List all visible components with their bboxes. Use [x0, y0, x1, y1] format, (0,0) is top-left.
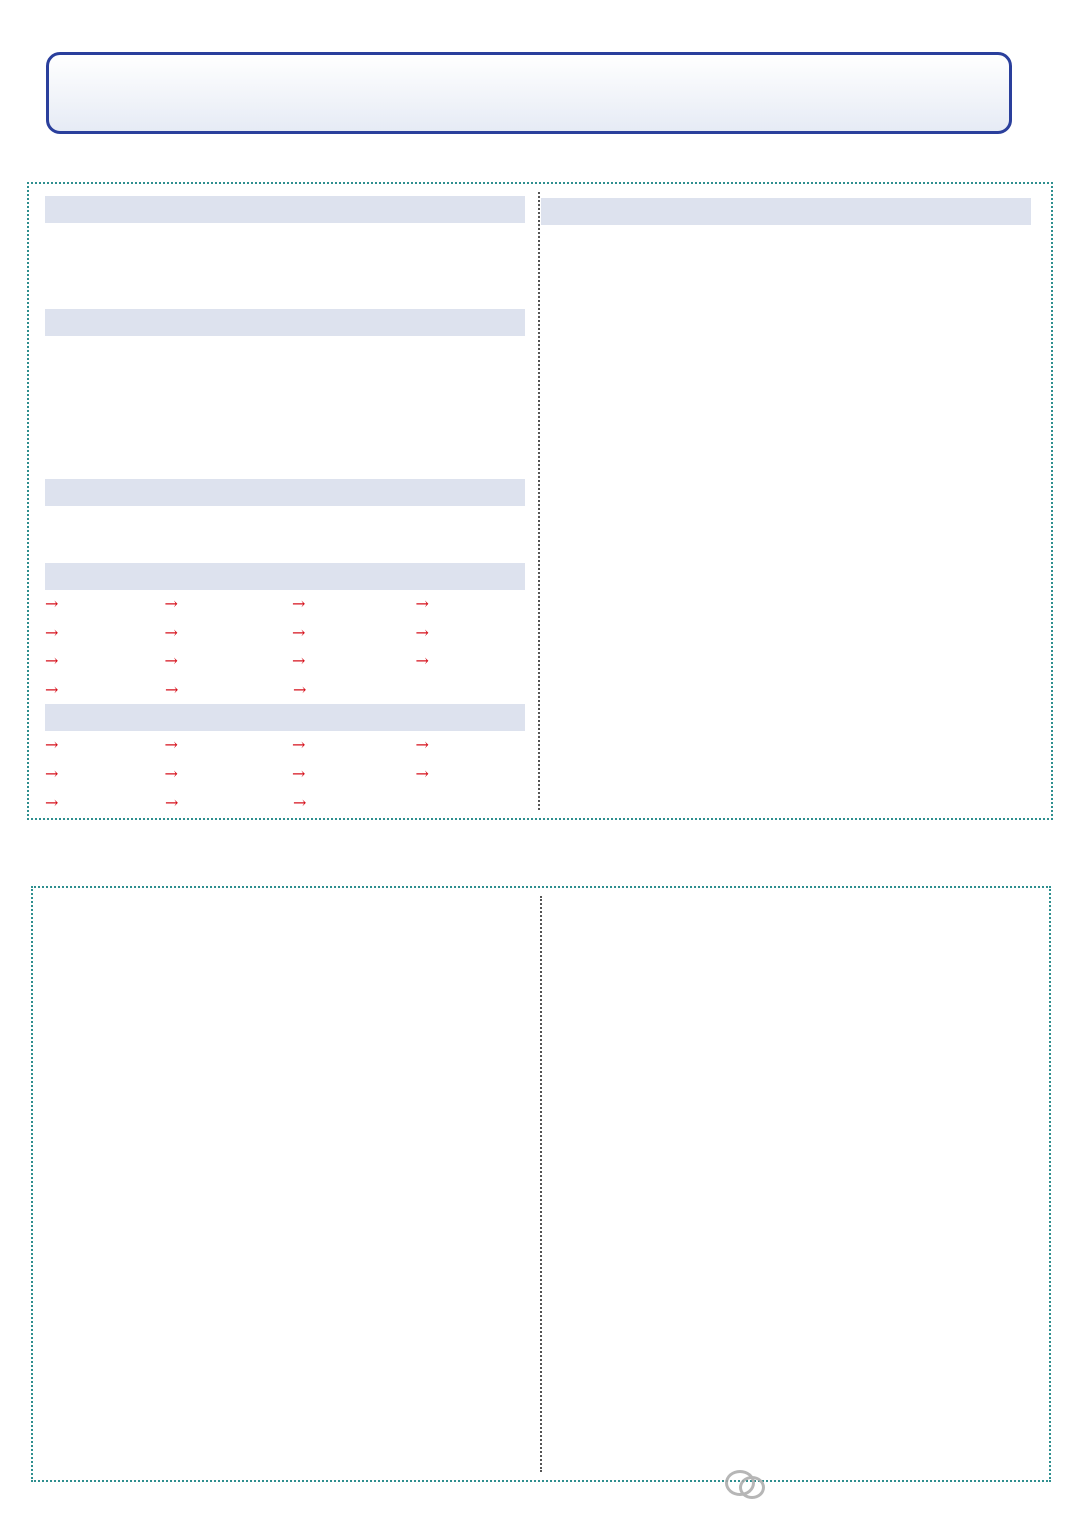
arrow-icon: →	[415, 763, 429, 783]
definition-row-cont	[541, 411, 1031, 442]
word-pair	[165, 760, 292, 789]
character-group	[214, 336, 385, 365]
section-heading	[45, 563, 525, 590]
word-item	[247, 223, 339, 252]
arrow-icon: →	[415, 651, 429, 671]
definition-row	[541, 380, 1031, 411]
definition-row	[541, 349, 1031, 380]
character-group	[214, 422, 385, 451]
character-group	[386, 450, 525, 479]
word-pair	[293, 789, 417, 818]
word-pair	[292, 619, 415, 648]
word-item	[245, 252, 337, 281]
section-heading	[541, 198, 1031, 225]
wechat-icon	[725, 1466, 765, 1496]
word-pair-row	[45, 619, 525, 648]
character-group-row	[45, 393, 525, 422]
lesson19-box	[27, 182, 1053, 820]
word-pair	[45, 676, 165, 705]
word-pair-row	[45, 789, 525, 818]
word-item	[45, 252, 155, 281]
character-group	[386, 364, 525, 393]
word-pair	[415, 619, 525, 648]
character-group	[45, 336, 214, 365]
word-row	[45, 252, 525, 281]
page-header	[46, 52, 1012, 134]
definition-row	[541, 225, 1031, 256]
word-item	[45, 223, 157, 252]
word-pair	[415, 760, 525, 789]
arrow-icon: →	[415, 622, 429, 642]
word-pair	[165, 676, 293, 705]
word-pair	[415, 731, 525, 760]
section-heading	[45, 479, 525, 506]
word-pair	[293, 676, 417, 705]
arrow-icon: →	[165, 792, 179, 812]
word-item	[433, 223, 523, 252]
word-pair	[45, 789, 165, 818]
word-pair	[292, 760, 415, 789]
polyphone-item	[103, 506, 203, 535]
character-group	[214, 364, 385, 393]
arrow-icon: →	[45, 679, 59, 699]
word-pair	[292, 590, 415, 619]
word-pair	[415, 590, 525, 619]
character-group-row	[45, 422, 525, 451]
definition-row	[541, 256, 1031, 287]
word-pair-row	[45, 760, 525, 789]
word-pair	[292, 731, 415, 760]
column-divider	[538, 192, 540, 810]
arrow-icon: →	[45, 593, 59, 613]
section-heading	[45, 196, 525, 223]
polyphone-item	[203, 534, 293, 563]
character-group	[45, 364, 214, 393]
polyphone-item	[103, 534, 203, 563]
arrow-icon: →	[164, 651, 178, 671]
definition	[541, 287, 751, 318]
word-item	[155, 252, 245, 281]
definition-row	[541, 287, 1031, 318]
polyphone-row	[45, 534, 525, 563]
word-pair	[45, 619, 165, 648]
word-pair-row	[45, 731, 525, 760]
word-row	[45, 223, 525, 252]
word-pair	[165, 789, 293, 818]
word-pair	[415, 647, 525, 676]
character-group	[45, 450, 214, 479]
definition	[541, 318, 696, 349]
word-item	[155, 280, 245, 309]
word-item	[337, 252, 431, 281]
polyphone-row	[45, 506, 525, 535]
character-group-row	[45, 364, 525, 393]
character-group	[386, 422, 525, 451]
word-item	[245, 280, 337, 309]
arrow-icon: →	[45, 792, 59, 812]
word-pair	[292, 647, 415, 676]
word-item	[157, 223, 247, 252]
word-pair-row	[45, 676, 525, 705]
definition-row	[541, 318, 1031, 349]
arrow-icon: →	[164, 622, 178, 642]
arrow-icon: →	[45, 735, 59, 755]
polyphone-item	[293, 534, 383, 563]
arrow-icon: →	[45, 622, 59, 642]
word-item	[431, 280, 521, 309]
character-group	[45, 422, 214, 451]
arrow-icon: →	[291, 622, 306, 642]
word-pair	[165, 731, 292, 760]
arrow-icon: →	[291, 763, 306, 783]
watermark	[725, 1466, 773, 1496]
lesson20-box	[31, 886, 1051, 1482]
arrow-icon: →	[291, 735, 306, 755]
character-group-row	[45, 336, 525, 365]
word-pair	[165, 619, 292, 648]
arrow-icon: →	[165, 679, 179, 699]
arrow-icon: →	[164, 593, 178, 613]
lesson19-left-column	[45, 196, 525, 817]
word-pair	[165, 647, 292, 676]
arrow-icon: →	[291, 651, 306, 671]
character-group-row	[45, 450, 525, 479]
word-row	[45, 280, 525, 309]
word-item	[337, 280, 431, 309]
arrow-icon: →	[164, 735, 178, 755]
arrow-icon: →	[415, 735, 429, 755]
word-pair	[45, 731, 165, 760]
character-group	[45, 393, 214, 422]
word-pair	[165, 590, 292, 619]
arrow-icon: →	[45, 763, 59, 783]
arrow-icon: →	[164, 763, 178, 783]
column-divider	[540, 896, 542, 1472]
lesson19-right-column	[541, 198, 1031, 442]
character-group	[386, 336, 525, 365]
character-group	[386, 393, 525, 422]
word-pair	[45, 590, 165, 619]
polyphone-char	[45, 506, 103, 535]
character-group	[214, 393, 385, 422]
word-pair-row	[45, 647, 525, 676]
arrow-icon: →	[293, 792, 307, 812]
arrow-icon: →	[415, 593, 429, 613]
polyphone-char	[45, 534, 103, 563]
arrow-icon: →	[293, 679, 307, 699]
word-item	[339, 223, 433, 252]
word-item	[45, 280, 155, 309]
word-pair	[45, 647, 165, 676]
character-group	[214, 450, 385, 479]
arrow-icon: →	[291, 593, 306, 613]
arrow-icon: →	[45, 651, 59, 671]
polyphone-item	[203, 506, 293, 535]
section-heading	[45, 309, 525, 336]
word-pair	[45, 760, 165, 789]
word-pair-row	[45, 590, 525, 619]
section-heading	[45, 704, 525, 731]
